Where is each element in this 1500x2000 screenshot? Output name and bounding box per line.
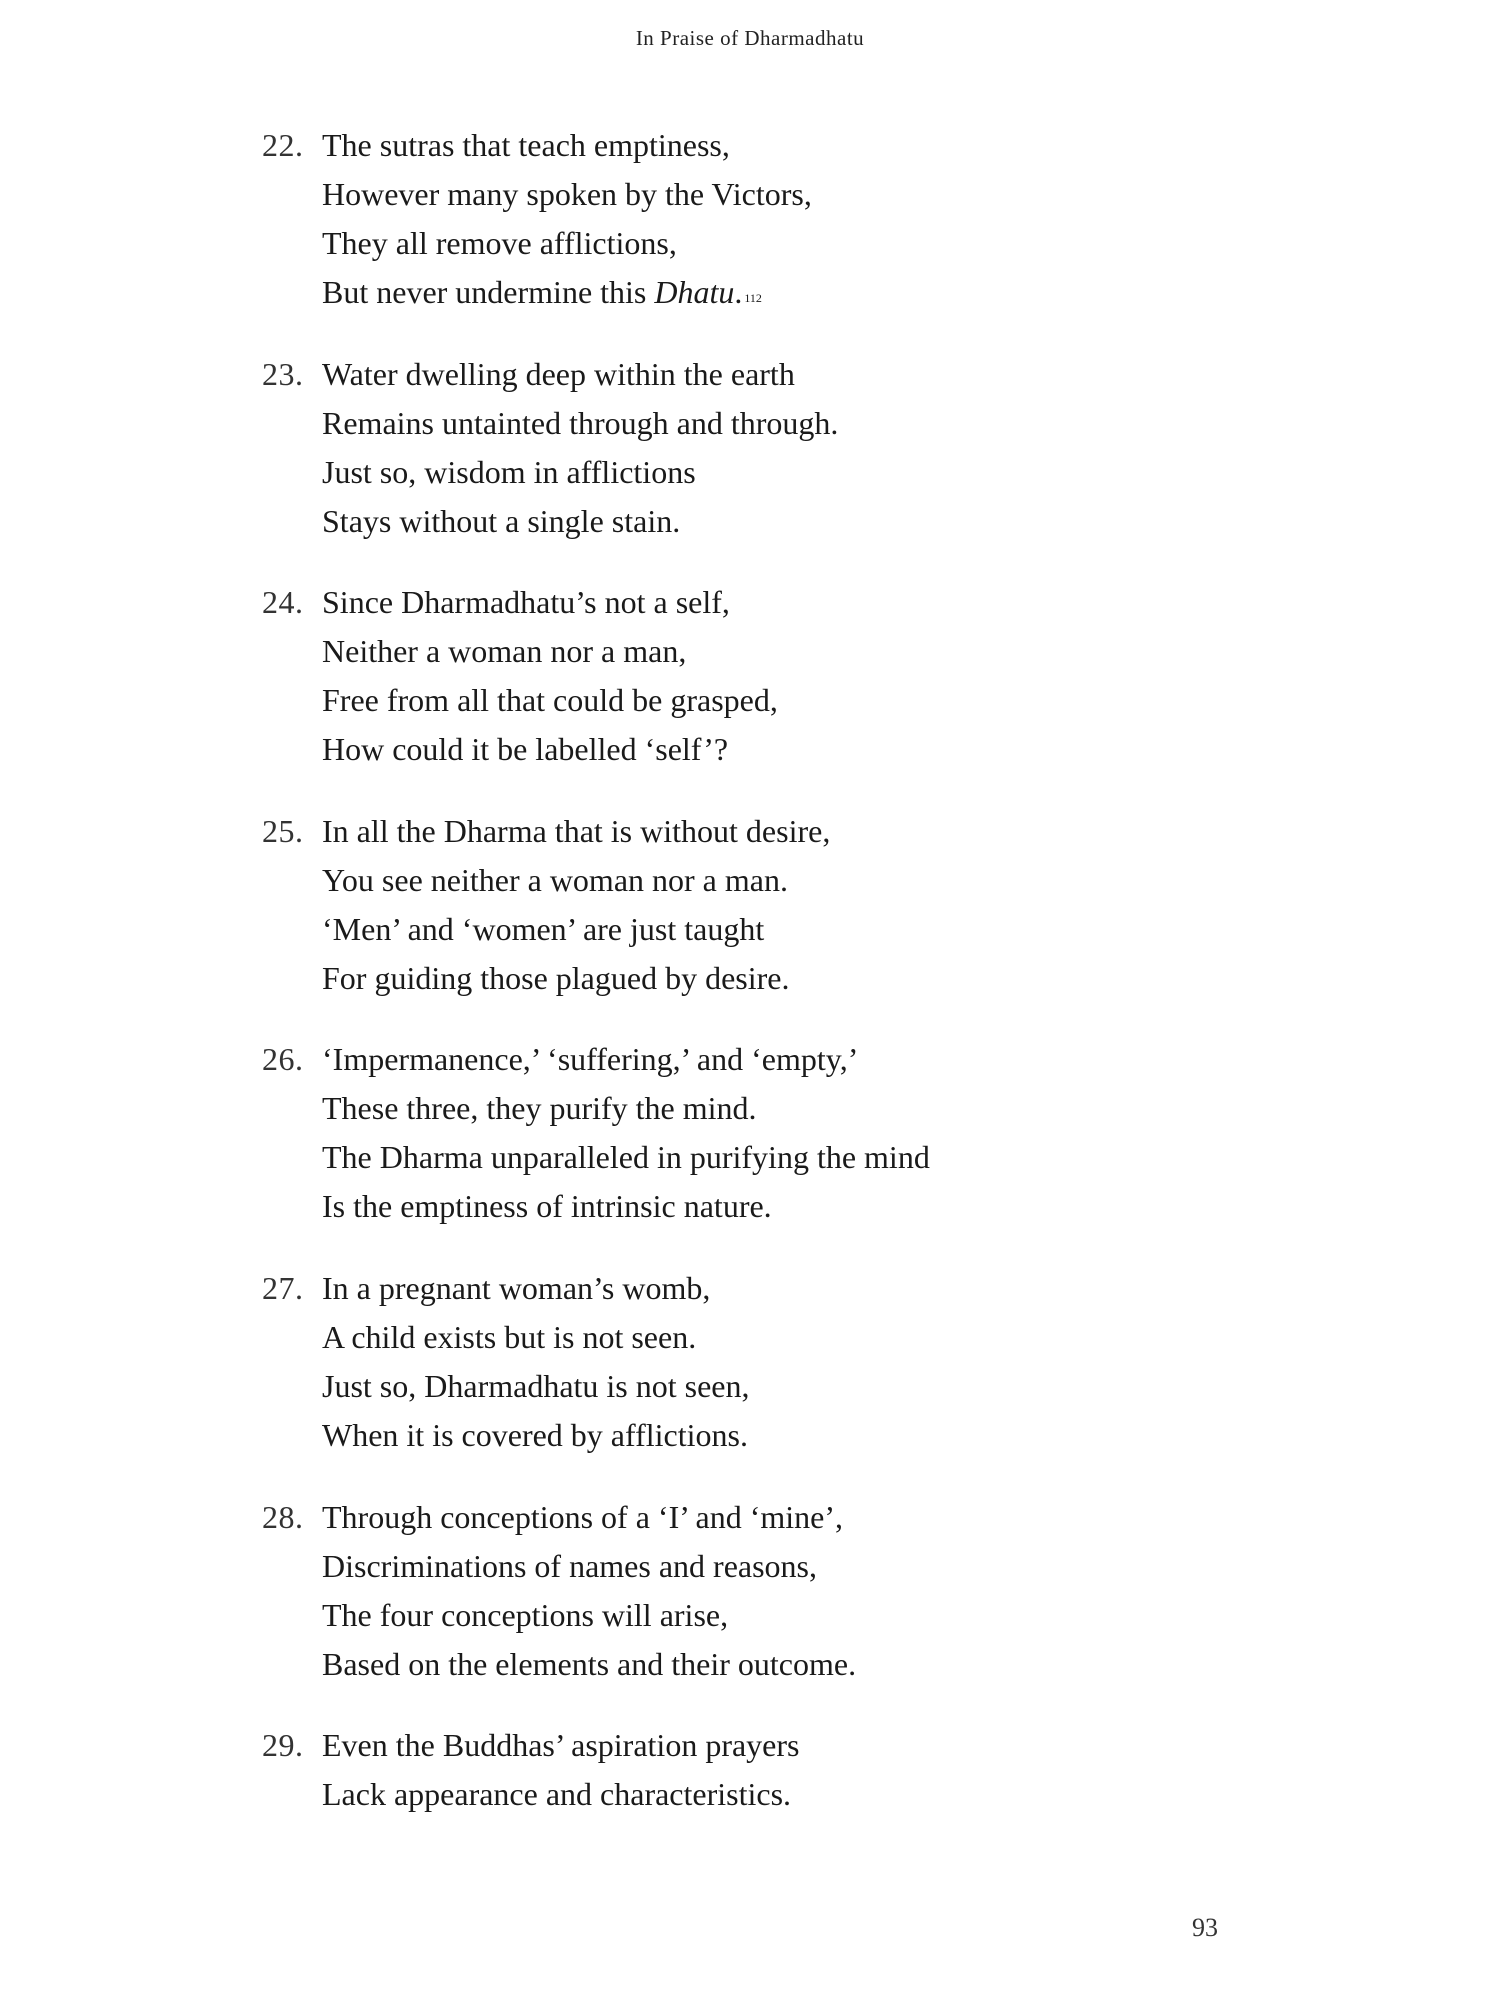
verse-number: 27. (262, 1269, 304, 1306)
verse-line: How could it be labelled ‘self’? (322, 731, 729, 768)
verse-line: Lack appearance and characteristics. (322, 1776, 792, 1813)
verse-line: Just so, Dharmadhatu is not seen, (322, 1367, 750, 1404)
verse-line: You see neither a woman nor a man. (322, 861, 788, 898)
verse-line-with-footnote (322, 268, 1362, 317)
verse-line: In a pregnant woman’s womb, (322, 1269, 711, 1306)
verse-line: Remains untainted through and through. (322, 404, 839, 441)
verse-line: Water dwelling deep within the earth (322, 355, 795, 392)
verse-lines (322, 350, 1362, 546)
verse-28 (262, 1493, 1362, 1689)
verse-27 (262, 1264, 1362, 1460)
verse-line: Just so, wisdom in afflictions (322, 453, 696, 490)
verse-line: For guiding those plagued by desire. (322, 959, 790, 996)
verse-line: Is the emptiness of intrinsic nature. (322, 1188, 772, 1225)
verse-line: ‘Impermanence,’ ‘suffering,’ and ‘empty,’ (322, 1041, 859, 1078)
footnote-marker: 112 (744, 291, 762, 305)
verse-number: 26. (262, 1041, 304, 1078)
line-punctuation: . (734, 274, 743, 310)
verse-lines (322, 1721, 1362, 1819)
verse-lines (322, 1493, 1362, 1689)
verse-line: Free from all that could be grasped, (322, 682, 778, 719)
verse-line: Neither a woman nor a man, (322, 633, 687, 670)
verse-number: 25. (262, 812, 304, 849)
verse-24 (262, 578, 1362, 774)
verse-22 (262, 121, 1362, 317)
verse-lines (322, 1035, 1362, 1231)
verse-line: The four conceptions will arise, (322, 1596, 729, 1633)
page-number: 93 (1192, 1913, 1218, 1942)
verse-line: Through conceptions of a ‘I’ and ‘mine’, (322, 1498, 843, 1535)
verse-line: Based on the elements and their outcome. (322, 1645, 857, 1682)
verse-line: The Dharma unparalleled in purifying the mind (322, 1139, 930, 1176)
verse-line: ‘Men’ and ‘women’ are just taught (322, 910, 765, 947)
verse-25 (262, 807, 1362, 1003)
verse-lines (322, 1264, 1362, 1460)
line-text: But never undermine this (322, 274, 655, 310)
verse-lines (322, 807, 1362, 1003)
verse-23 (262, 350, 1362, 546)
verse-line: They all remove afflictions, (322, 225, 677, 261)
verse-29 (262, 1721, 1362, 1819)
verse-line: The sutras that teach emptiness, (322, 127, 730, 163)
verse-line: Stays without a single stain. (322, 502, 681, 539)
verse-line: In all the Dharma that is without desire, (322, 812, 831, 849)
verse-line: A child exists but is not seen. (322, 1318, 697, 1355)
verse-number: 24. (262, 584, 304, 621)
verse-number: 28. (262, 1498, 304, 1535)
verse-lines (322, 578, 1362, 774)
verse-line: When it is covered by afflictions. (322, 1416, 748, 1453)
italic-term: Dhatu (654, 274, 735, 310)
verse-line: Even the Buddhas’ aspiration prayers (322, 1727, 800, 1764)
verse-number: 22. (262, 127, 304, 163)
verse-number: 23. (262, 355, 304, 392)
verse-line: Since Dharmadhatu’s not a self, (322, 584, 730, 621)
verse-line: These three, they purify the mind. (322, 1090, 757, 1127)
verse-line: However many spoken by the Victors, (322, 176, 812, 212)
verse-line: Discriminations of names and reasons, (322, 1547, 817, 1584)
verse-number: 29. (262, 1727, 304, 1764)
verse-lines (322, 121, 1362, 317)
running-head: In Praise of Dharmadhatu (635, 26, 865, 50)
verse-26 (262, 1035, 1362, 1231)
verse-list (262, 121, 1362, 1852)
